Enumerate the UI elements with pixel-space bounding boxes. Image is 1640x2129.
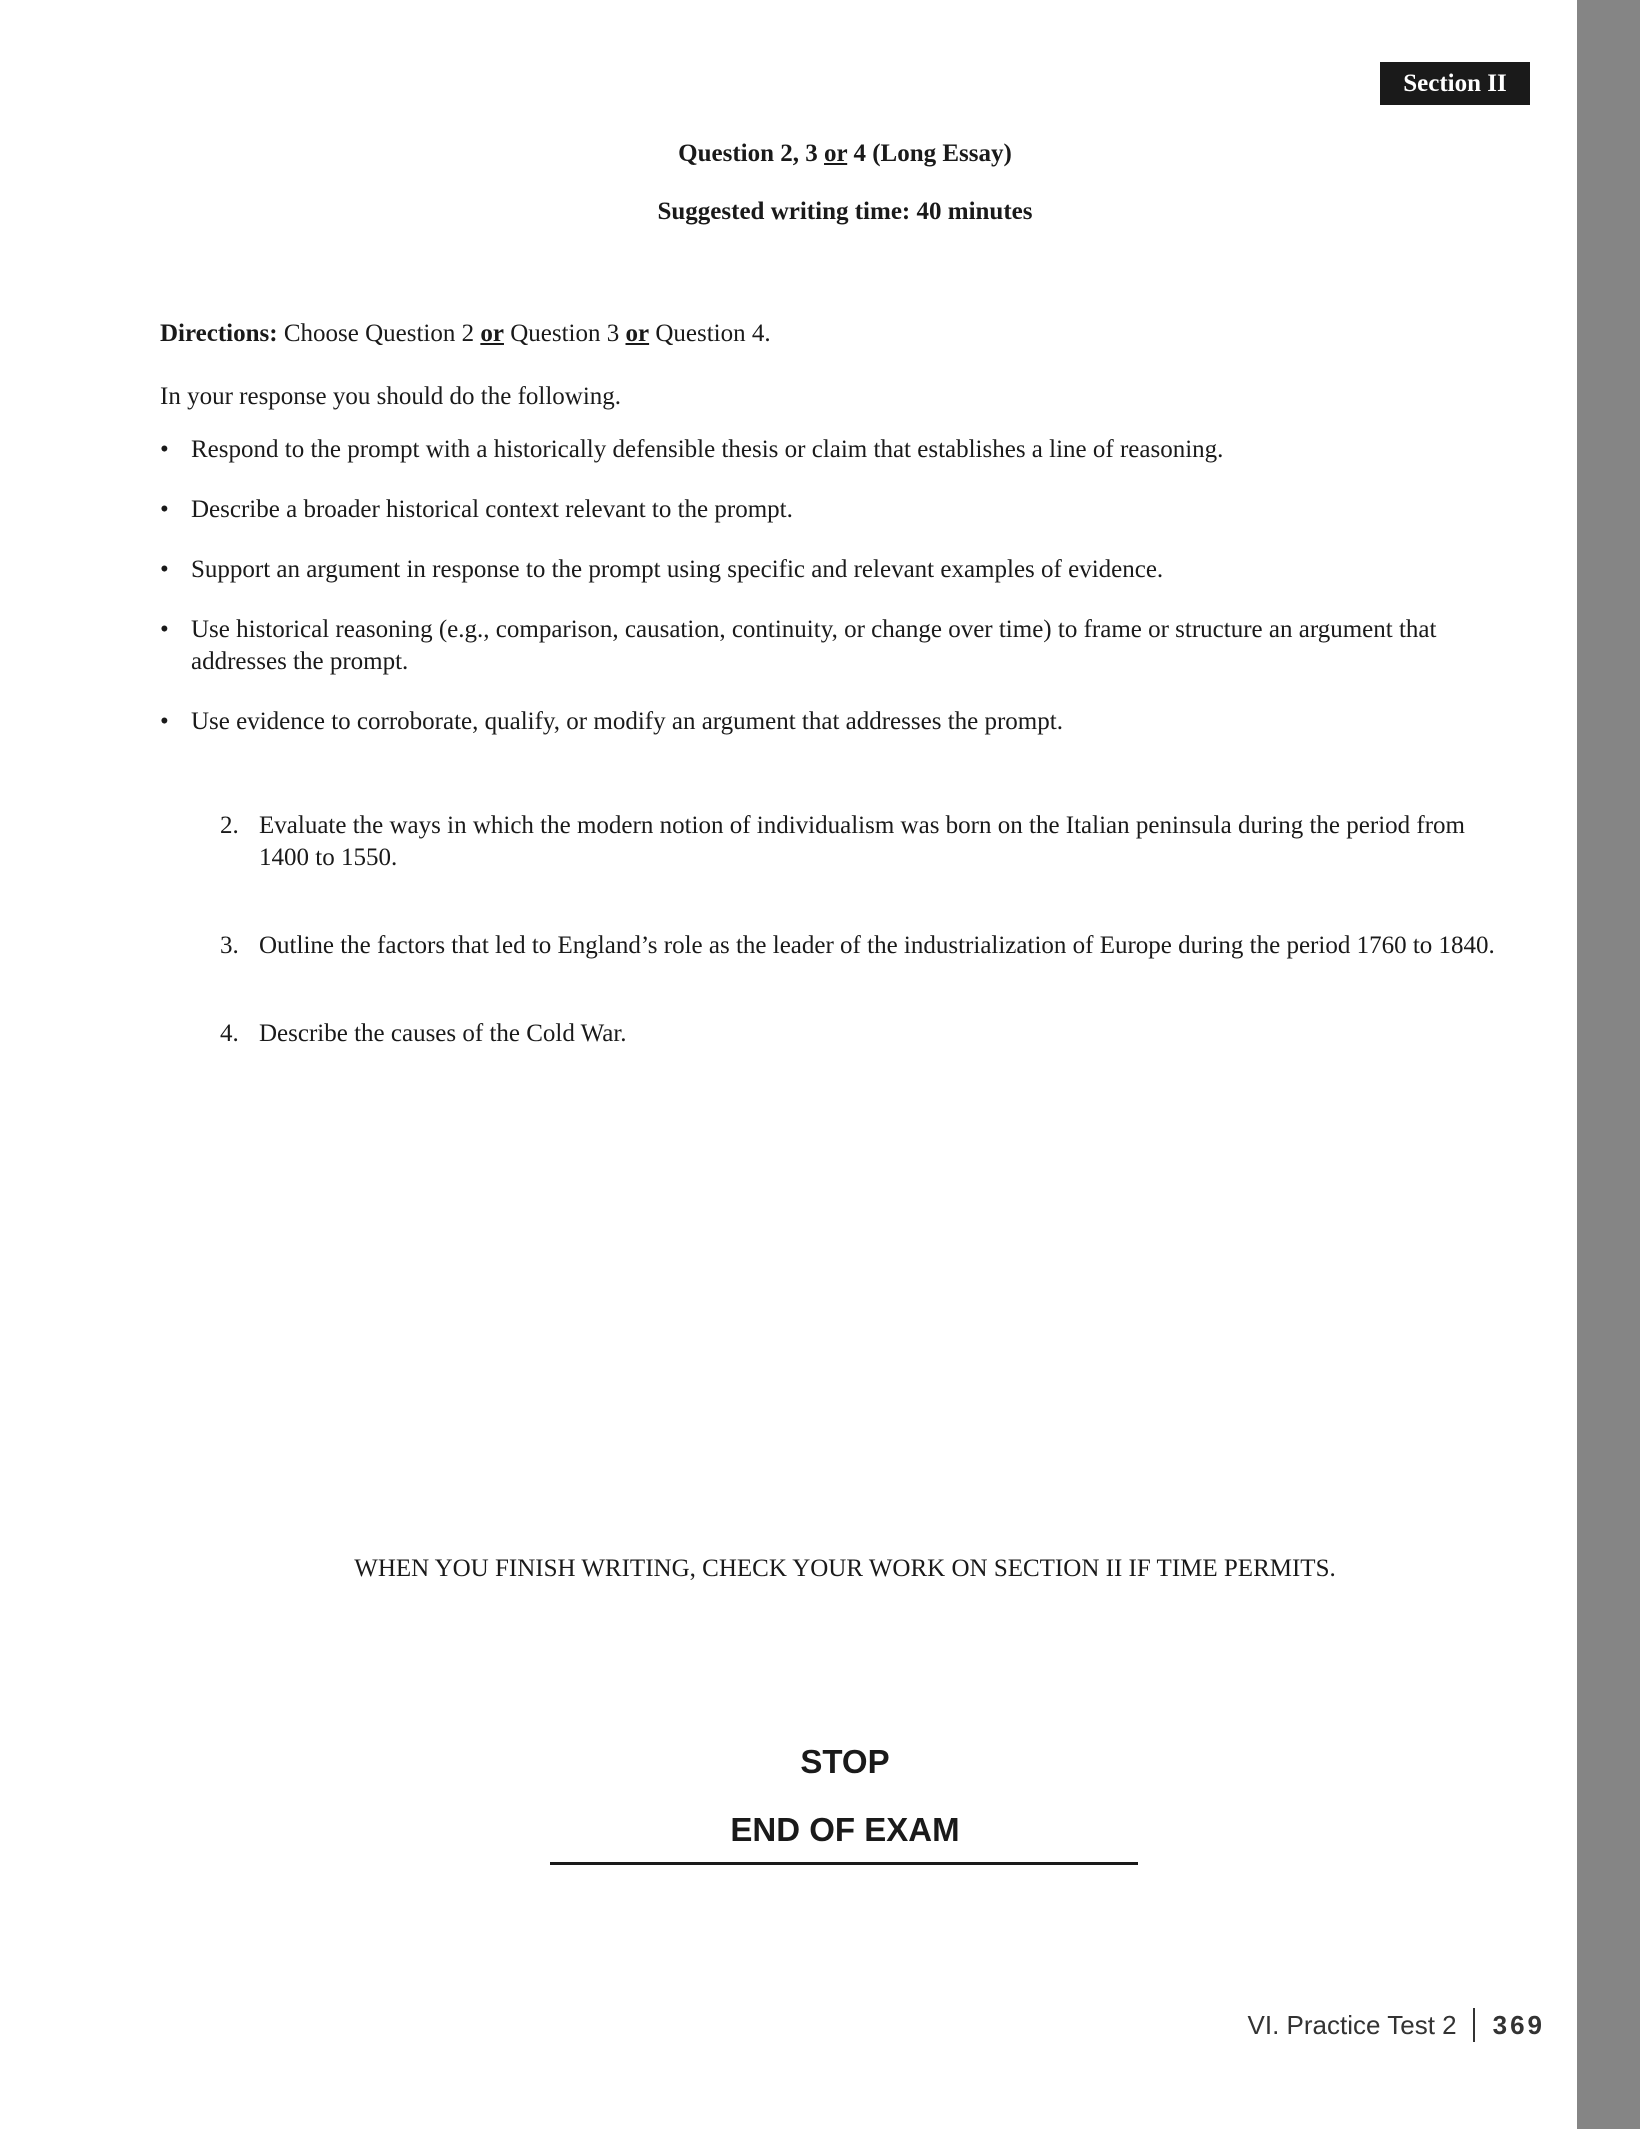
question-title-part-1: Question 2, 3 bbox=[678, 140, 825, 167]
directions-or-2: or bbox=[625, 320, 650, 347]
directions-label: Directions: bbox=[160, 320, 278, 347]
list-item-text: Support an argument in response to the prompt using specific and relevant examples of evidence. bbox=[191, 556, 1164, 583]
question-title-or: or bbox=[824, 140, 848, 167]
response-intro: In your response you should do the following. bbox=[160, 383, 622, 410]
question-text: Evaluate the ways in which the modern notion of individualism was born on the Italian peninsula during the period from 1400 to 1550. bbox=[259, 812, 1465, 871]
finish-note: WHEN YOU FINISH WRITING, CHECK YOUR WORK ON SECTION II IF TIME PERMITS. bbox=[354, 1555, 1336, 1582]
question-title-part-2: 4 (Long Essay) bbox=[847, 140, 1012, 167]
end-of-exam-heading: END OF EXAM bbox=[730, 1811, 960, 1848]
end-divider bbox=[550, 1862, 1138, 1865]
question-number: 4. bbox=[220, 1020, 239, 1047]
question-item bbox=[220, 930, 1510, 962]
list-item bbox=[160, 614, 1500, 678]
directions bbox=[160, 320, 771, 348]
response-requirements-list bbox=[160, 434, 1500, 766]
list-item-text: Use evidence to corroborate, qualify, or modify an argument that addresses the prompt. bbox=[191, 708, 1063, 735]
bullet-icon: • bbox=[160, 496, 169, 523]
directions-text-1: Choose Question 2 bbox=[277, 320, 481, 347]
question-title bbox=[0, 140, 1640, 168]
question-text: Outline the factors that led to England’s role as the leader of the industrialization of Europe during the period 1760 to 1840. bbox=[259, 932, 1495, 959]
footer-chapter: VI. Practice Test 2 bbox=[1247, 2009, 1457, 2040]
section-tab-label: Section II bbox=[1403, 69, 1507, 97]
bullet-icon: • bbox=[160, 556, 169, 583]
bullet-icon: • bbox=[160, 436, 169, 463]
section-tab bbox=[1380, 62, 1530, 105]
question-number: 2. bbox=[220, 812, 239, 839]
list-item-text: Describe a broader historical context relevant to the prompt. bbox=[191, 496, 793, 523]
page-footer bbox=[1248, 2008, 1545, 2042]
question-number: 3. bbox=[220, 932, 239, 959]
directions-or-1: or bbox=[480, 320, 504, 347]
bullet-icon: • bbox=[160, 616, 169, 643]
question-item bbox=[220, 1018, 1510, 1050]
bullet-icon: • bbox=[160, 708, 169, 735]
directions-text-2: Question 3 bbox=[503, 320, 626, 347]
list-item bbox=[160, 554, 1500, 586]
directions-text-3: Question 4. bbox=[649, 320, 771, 347]
essay-questions-list bbox=[220, 810, 1510, 1106]
page-number: 369 bbox=[1492, 2009, 1545, 2040]
list-item-text: Respond to the prompt with a historically defensible thesis or claim that establishes a line of reasoning. bbox=[191, 436, 1224, 463]
question-item bbox=[220, 810, 1510, 874]
writing-time: Suggested writing time: 40 minutes bbox=[657, 198, 1033, 225]
list-item bbox=[160, 494, 1500, 526]
list-item-text: Use historical reasoning (e.g., comparison, causation, continuity, or change over time) to frame or structure an argument that addresses the prompt. bbox=[191, 616, 1437, 675]
stop-heading: STOP bbox=[800, 1743, 890, 1780]
footer-divider bbox=[1473, 2008, 1475, 2042]
list-item bbox=[160, 706, 1500, 738]
question-text: Describe the causes of the Cold War. bbox=[259, 1020, 627, 1047]
list-item bbox=[160, 434, 1500, 466]
page-edge-bar bbox=[1577, 0, 1640, 2129]
